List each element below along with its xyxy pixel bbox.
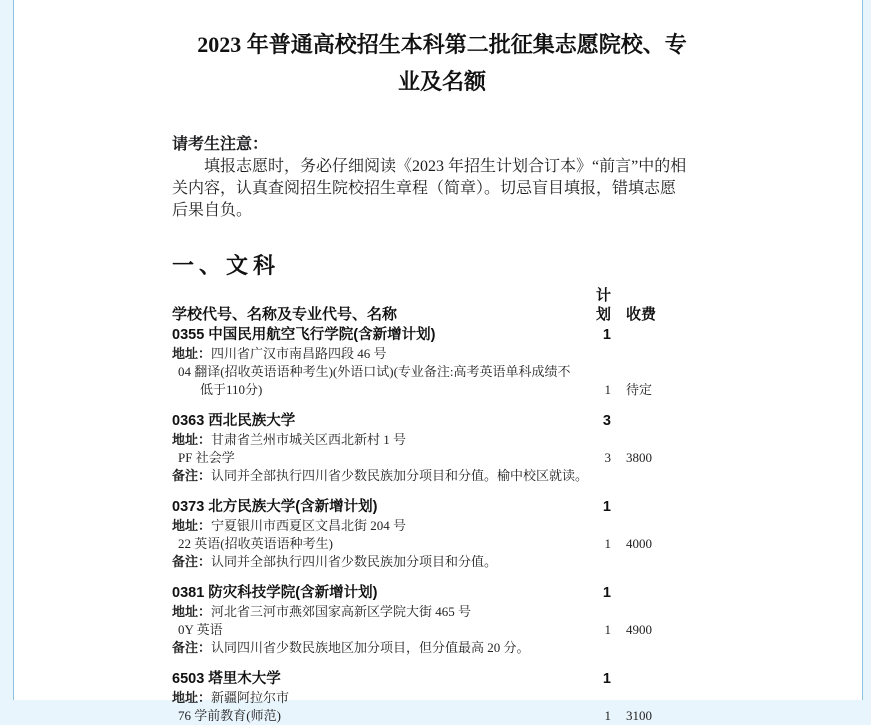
document-title: 2023 年普通高校招生本科第二批征集志愿院校、专业及名额 (197, 32, 687, 94)
school-code-name: 6503 塔里木大学 (172, 671, 281, 687)
note-row (172, 639, 712, 657)
note-text: 认同四川省少数民族地区加分项目，但分值最高 20 分。 (211, 640, 530, 655)
address-text: 宁夏银川市西夏区文昌北街 204 号 (211, 518, 407, 533)
address-row (172, 517, 712, 535)
school-name-row (172, 326, 712, 345)
page-content (172, 0, 712, 725)
address-label: 地址： (172, 518, 212, 533)
address-row (172, 603, 712, 621)
address-text: 四川省广汉市南昌路四段 46 号 (211, 346, 387, 361)
address-label: 地址： (172, 604, 212, 619)
school-plan-total: 1 (602, 499, 611, 515)
schools-list (172, 326, 712, 725)
note-text: 认同并全部执行四川省少数民族加分项目和分值。 (211, 554, 498, 569)
major-fee: 4000 (626, 536, 652, 551)
major-plan: 1 (604, 536, 611, 551)
major-plan: 1 (604, 622, 611, 637)
column-header-plan: 计划 (595, 287, 611, 323)
address-row (172, 431, 712, 449)
document-page (13, 0, 863, 723)
school-code-name: 0355 中国民用航空飞行学院(含新增计划) (172, 327, 436, 343)
school-plan-total: 1 (602, 671, 611, 687)
school-code-name: 0373 北方民族大学(含新增计划) (172, 499, 378, 515)
address-row (172, 345, 712, 363)
school-block (172, 584, 712, 657)
note-label: 备注： (172, 640, 212, 655)
address-label: 地址： (172, 432, 212, 447)
school-block (172, 498, 712, 571)
address-row (172, 689, 712, 707)
notice-heading: 请考生注意： (172, 136, 269, 153)
address-label: 地址： (172, 346, 212, 361)
address-text: 甘肃省兰州市城关区西北新村 1 号 (211, 432, 407, 447)
major-plan: 1 (604, 382, 611, 397)
major-code-name: PF 社会学 (178, 450, 235, 465)
school-name-row (172, 670, 712, 689)
major-code-name: 0Y 英语 (178, 622, 223, 637)
school-name-row (172, 412, 712, 431)
major-fee: 待定 (626, 382, 653, 397)
major-row (172, 621, 712, 639)
major-fee: 4900 (626, 622, 652, 637)
major-plan: 3 (604, 450, 611, 465)
school-code-name: 0381 防灾科技学院(含新增计划) (172, 585, 378, 601)
notice-block (172, 134, 687, 222)
note-text: 认同并全部执行四川省少数民族加分项目和分值。榆中校区就读。 (211, 468, 589, 483)
major-plan: 1 (604, 708, 611, 723)
school-plan-total: 3 (602, 413, 611, 429)
table-header-row (172, 286, 712, 324)
address-label: 地址： (172, 690, 212, 705)
note-label: 备注： (172, 554, 212, 569)
school-plan-total: 1 (602, 585, 611, 601)
major-row (172, 707, 712, 725)
major-fee: 3100 (626, 708, 652, 723)
major-code-name: 22 英语(招收英语语种考生) (178, 536, 333, 551)
note-row (172, 553, 712, 571)
school-name-row (172, 584, 712, 603)
school-code-name: 0363 西北民族大学 (172, 413, 296, 429)
school-block (172, 670, 712, 725)
major-row (172, 363, 712, 399)
address-text: 河北省三河市燕郊国家高新区学院大街 465 号 (211, 604, 472, 619)
note-row (172, 467, 712, 485)
major-row (172, 535, 712, 553)
major-code-name: 76 学前教育(师范) (178, 708, 281, 723)
school-block (172, 326, 712, 399)
column-header-fee: 收费 (626, 306, 657, 323)
section-heading: 一、文科 (172, 253, 281, 278)
major-fee: 3800 (626, 450, 652, 465)
school-plan-total: 1 (602, 327, 611, 343)
school-name-row (172, 498, 712, 517)
address-text: 新疆阿拉尔市 (211, 690, 290, 705)
major-row (172, 449, 712, 467)
major-code-name: 04 翻译(招收英语语种考生)(外语口试)(专业备注:高考英语单科成绩不低于110分) (178, 364, 571, 397)
notice-body: 填报志愿时，务必仔细阅读《2023 年招生计划合订本》“前言”中的相关内容，认真查阅招生院校招生章程（简章）。切忌盲目填报，错填志愿后果自负。 (172, 158, 687, 219)
note-label: 备注： (172, 468, 212, 483)
column-header-name: 学校代号、名称及专业代号、名称 (172, 306, 398, 323)
school-block (172, 412, 712, 485)
